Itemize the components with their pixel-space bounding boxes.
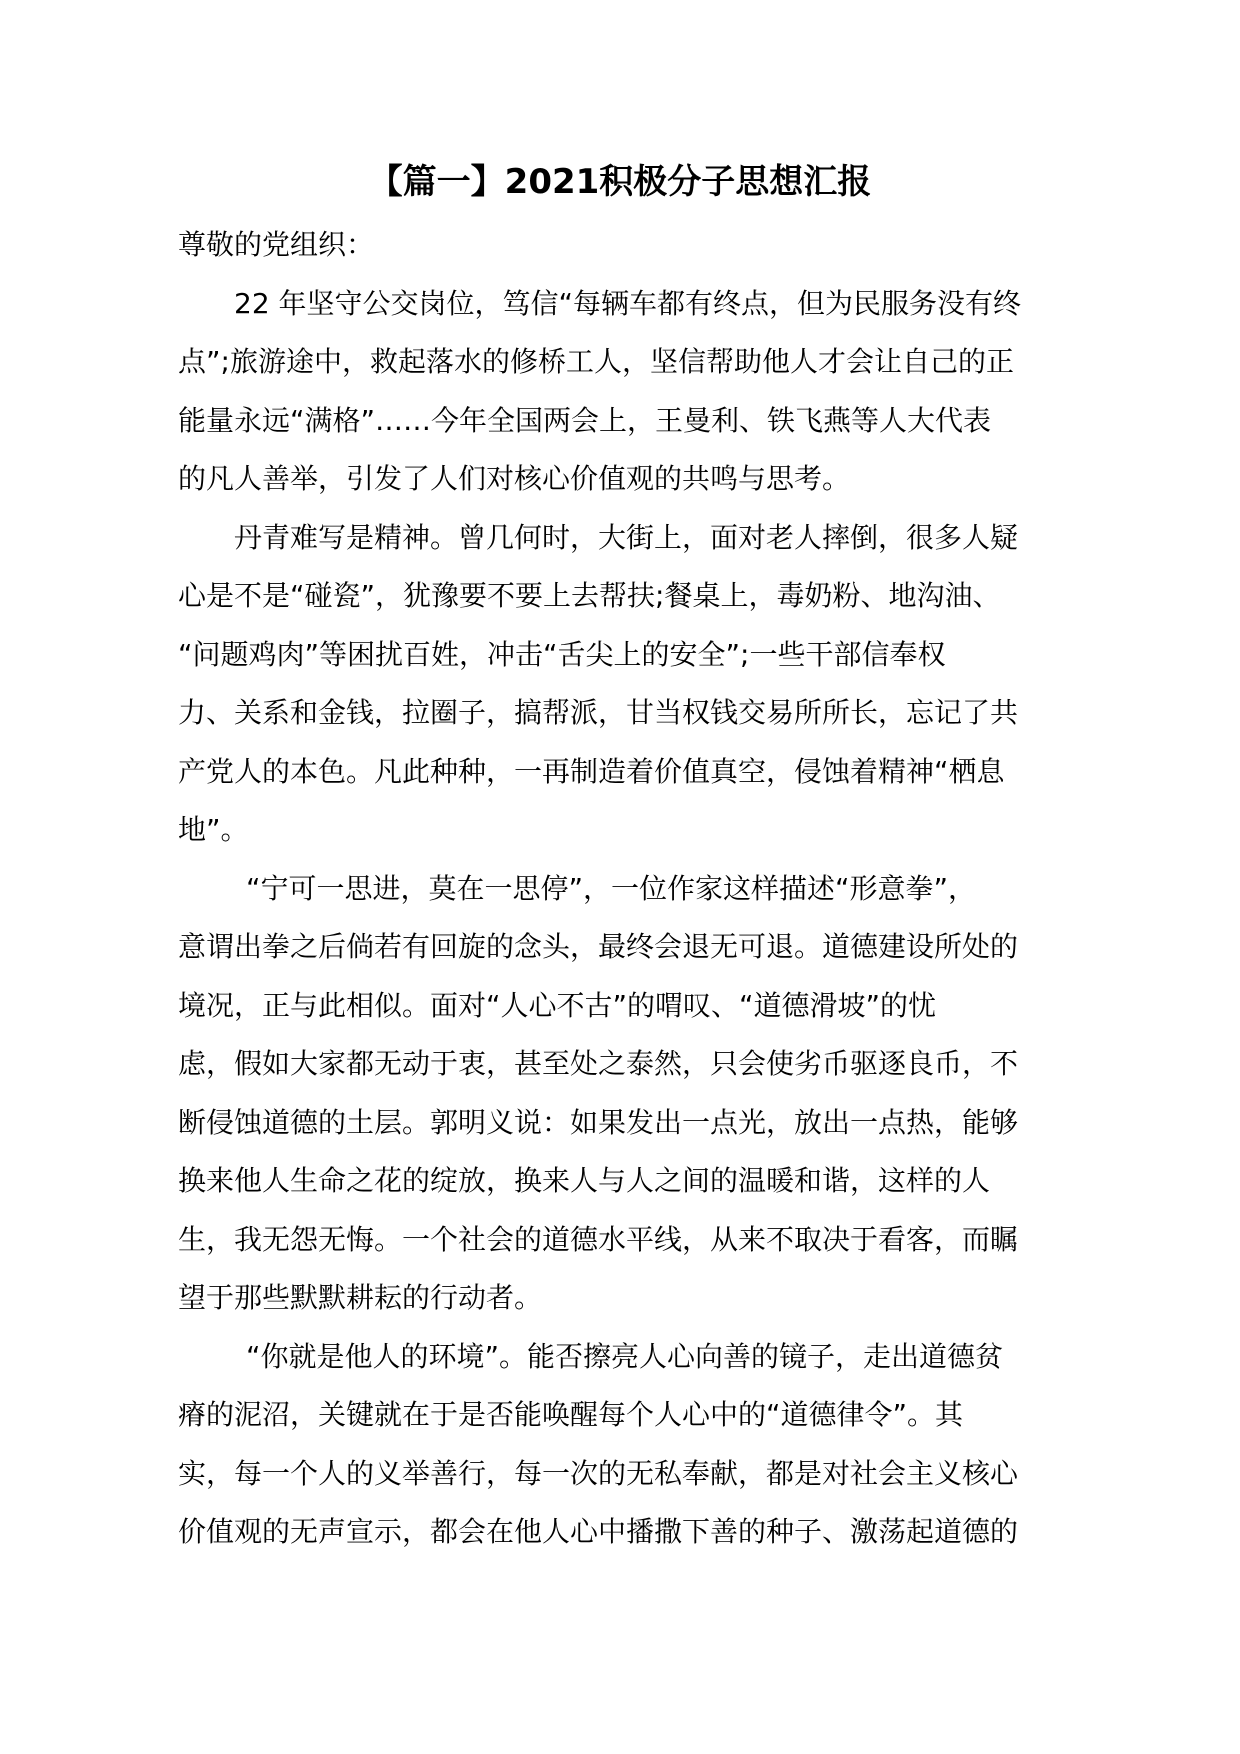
paragraph-line: 意谓出拳之后倘若有回旋的念头，最终会退无可退。道德建设所处的 (178, 930, 1019, 963)
paragraph-line: “宁可一思进，莫在一思停”，一位作家这样描述“形意拳”， (246, 871, 977, 905)
paragraph-line: 瘠的泥沼，关键就在于是否能唤醒每个人心中的“道德律令”。其 (178, 1398, 964, 1431)
paragraph-line: 的凡人善举，引发了人们对核心价值观的共鸣与思考。 (178, 462, 851, 495)
paragraph-line: 能量永远“满格”……今年全国两会上，王曼利、铁飞燕等人大代表 (178, 403, 992, 437)
paragraph-line: 断侵蚀道德的土层。郭明义说：如果发出一点光，放出一点热，能够 (178, 1105, 1019, 1139)
paragraph-line: 虑，假如大家都无动于衷，甚至处之泰然，只会使劣币驱逐良币，不 (178, 1047, 1019, 1080)
paragraph-3 (178, 860, 1078, 1328)
paragraph-line: 地”。 (178, 813, 249, 846)
paragraph-line: 产党人的本色。凡此种种，一再制造着价值真空，侵蚀着精神“栖息 (178, 754, 1005, 788)
paragraph-line: 价值观的无声宣示，都会在他人心中播撒下善的种子、激荡起道德的 (178, 1515, 1019, 1548)
paragraph-line: 望于那些默默耕耘的行动者。 (178, 1281, 543, 1314)
paragraph-line: 22 年坚守公交岗位，笃信“每辆车都有终点，但为民服务没有终 (234, 286, 1022, 320)
paragraph-4 (178, 1328, 1078, 1562)
paragraph-line: “问题鸡肉”等困扰百姓，冲击“舌尖上的安全”;一些干部信奉权 (178, 637, 946, 671)
document-title: 【篇一】2021积极分子思想汇报 (368, 162, 872, 202)
paragraph-line: 力、关系和金钱，拉圈子，搞帮派，甘当权钱交易所所长，忘记了共 (178, 696, 1019, 729)
salutation: 尊敬的党组织： (178, 228, 375, 261)
paragraph-line: 换来他人生命之花的绽放，换来人与人之间的温暖和谐，这样的人 (178, 1164, 991, 1197)
paragraph-line: 心是不是“碰瓷”，犹豫要不要上去帮扶;餐桌上，毒奶粉、地沟油、 (178, 579, 1001, 612)
paragraph-1 (178, 275, 1078, 509)
paragraph-line: 实，每一个人的义举善行，每一次的无私奉献，都是对社会主义核心 (178, 1456, 1019, 1490)
paragraph-line: 丹青难写是精神。曾几何时，大街上，面对老人摔倒，很多人疑 (234, 520, 1019, 554)
paragraph-line: “你就是他人的环境”。能否擦亮人心向善的镜子，走出道德贫 (246, 1339, 1004, 1373)
paragraph-line: 点”;旅游途中，救起落水的修桥工人，坚信帮助他人才会让自己的正 (178, 345, 1014, 378)
paragraph-line: 生，我无怨无悔。一个社会的道德水平线，从来不取决于看客，而瞩 (178, 1222, 1019, 1256)
paragraph-2 (178, 509, 1078, 860)
document-body (178, 216, 1078, 1562)
paragraph-line: 境况，正与此相似。面对“人心不古”的喟叹、“道德滑坡”的忧 (178, 988, 937, 1022)
